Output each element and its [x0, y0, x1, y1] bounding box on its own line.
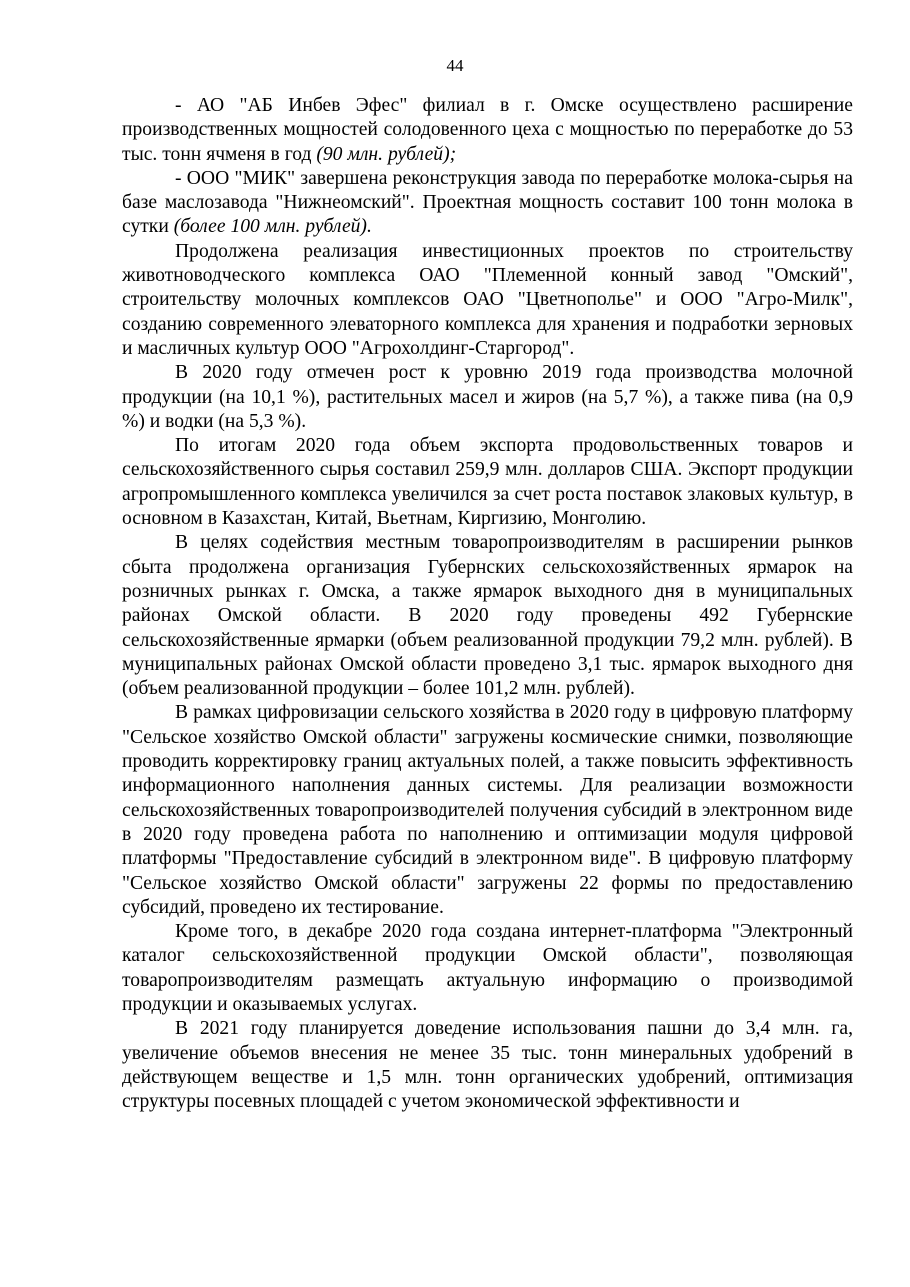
paragraph-text: По итогам 2020 года объем экспорта продовольственных товаров и сельскохозяйственного сырья составил 259,9 млн. долларов США. Экспорт продукции агропромышленного комплекса увеличился за счет роста поставок злаковых культур, в основном в Казахстан, Китай, Вьетнам, Киргизию, Монголию. — [122, 435, 853, 530]
paragraph-text: Кроме того, в декабре 2020 года создана интернет-платформа "Электронный каталог сельскохозяйственной продукции Омской области", позволяющая товаропроизводителям размещать актуальную информацию о производимой продукции и оказываемых услугах. — [122, 921, 853, 1015]
paragraph-ab-inbev — [122, 94, 853, 167]
paragraph-mik — [122, 167, 853, 240]
paragraph-text: В рамках цифровизации сельского хозяйства в 2020 году в цифровую платформу "Сельское хозяйство Омской области" загружены космические снимки, позволяющие проводить корректировку границ актуальных полей, а также повысить эффективность информационного наполнения данных системы. Для реализации возможности сельскохозяйственных товаропроизводителей получения субсидий в электронном виде в 2020 году проведена работа по наполнению и оптимизации модуля цифровой платформы "Предоставление субсидий в электронном виде". В цифровую платформу "Сельское хозяйство Омской области" загружены 22 формы по предоставлению субсидий, проведено их тестирование. — [122, 702, 853, 918]
paragraph-italic-note: (более 100 млн. рублей). — [173, 216, 372, 238]
paragraph-text: - ООО "МИК" завершена реконструкция завода по переработке молока-сырья на базе маслозавода "Нижнеомский". Проектная мощность составит 100 тонн молока в сутки — [122, 167, 853, 238]
paragraph-text: В 2020 году отмечен рост к уровню 2019 года производства молочной продукции (на 10,1 %), растительных масел и жиров (на 5,7 %), а также пива (на 0,9 %) и водки (на 5,3 %). — [122, 362, 853, 432]
paragraph-internet-platform — [122, 920, 853, 1017]
paragraph-text: В 2021 году планируется доведение использования пашни до 3,4 млн. га, увеличение объемов внесения не менее 35 тыс. тонн минеральных удобрений в действующем веществе и 1,5 млн. тонн органических удобрений, оптимизация структуры посевных площадей с учетом экономической эффективности и — [122, 1018, 853, 1113]
paragraph-plans-2021 — [122, 1017, 853, 1114]
paragraph-text: Продолжена реализация инвестиционных проектов по строительству животноводческого комплекса ОАО "Племенной конный завод "Омский", строительству молочных комплексов ОАО "Цветнополье" и ООО "Агро-Милк", созданию современного элеваторного комплекса для хранения и подработки зерновых и масличных культур ООО "Агрохолдинг-Старгород". — [122, 240, 853, 359]
paragraph-export — [122, 434, 853, 531]
paragraph-production-growth — [122, 361, 853, 434]
paragraph-text: - АО "АБ Инбев Эфес" филиал в г. Омске осуществлено расширение производственных мощностей солодовенного цеха с мощностью по переработке до 53 тыс. тонн ячменя в год — [122, 95, 853, 165]
paragraph-italic-note: (90 млн. рублей); — [316, 143, 457, 165]
paragraph-investment-projects — [122, 240, 853, 361]
paragraph-fairs — [122, 531, 853, 701]
paragraph-digitalization — [122, 701, 853, 920]
paragraph-text: В целях содействия местным товаропроизводителям в расширении рынков сбыта продолжена организация Губернских сельскохозяйственных ярмарок на розничных рынках г. Омска, а также ярмарок выходного дня в муниципальных районах Омской области. В 2020 году проведены 492 Губернские сельскохозяйственные ярмарки (объем реализованной продукции 79,2 млн. рублей). В муниципальных районах Омской области проведено 3,1 тыс. ярмарок выходного дня (объем реализованной продукции – более 101,2 млн. рублей). — [122, 532, 853, 700]
page-number: 44 — [446, 56, 464, 75]
document-body — [122, 94, 853, 1114]
